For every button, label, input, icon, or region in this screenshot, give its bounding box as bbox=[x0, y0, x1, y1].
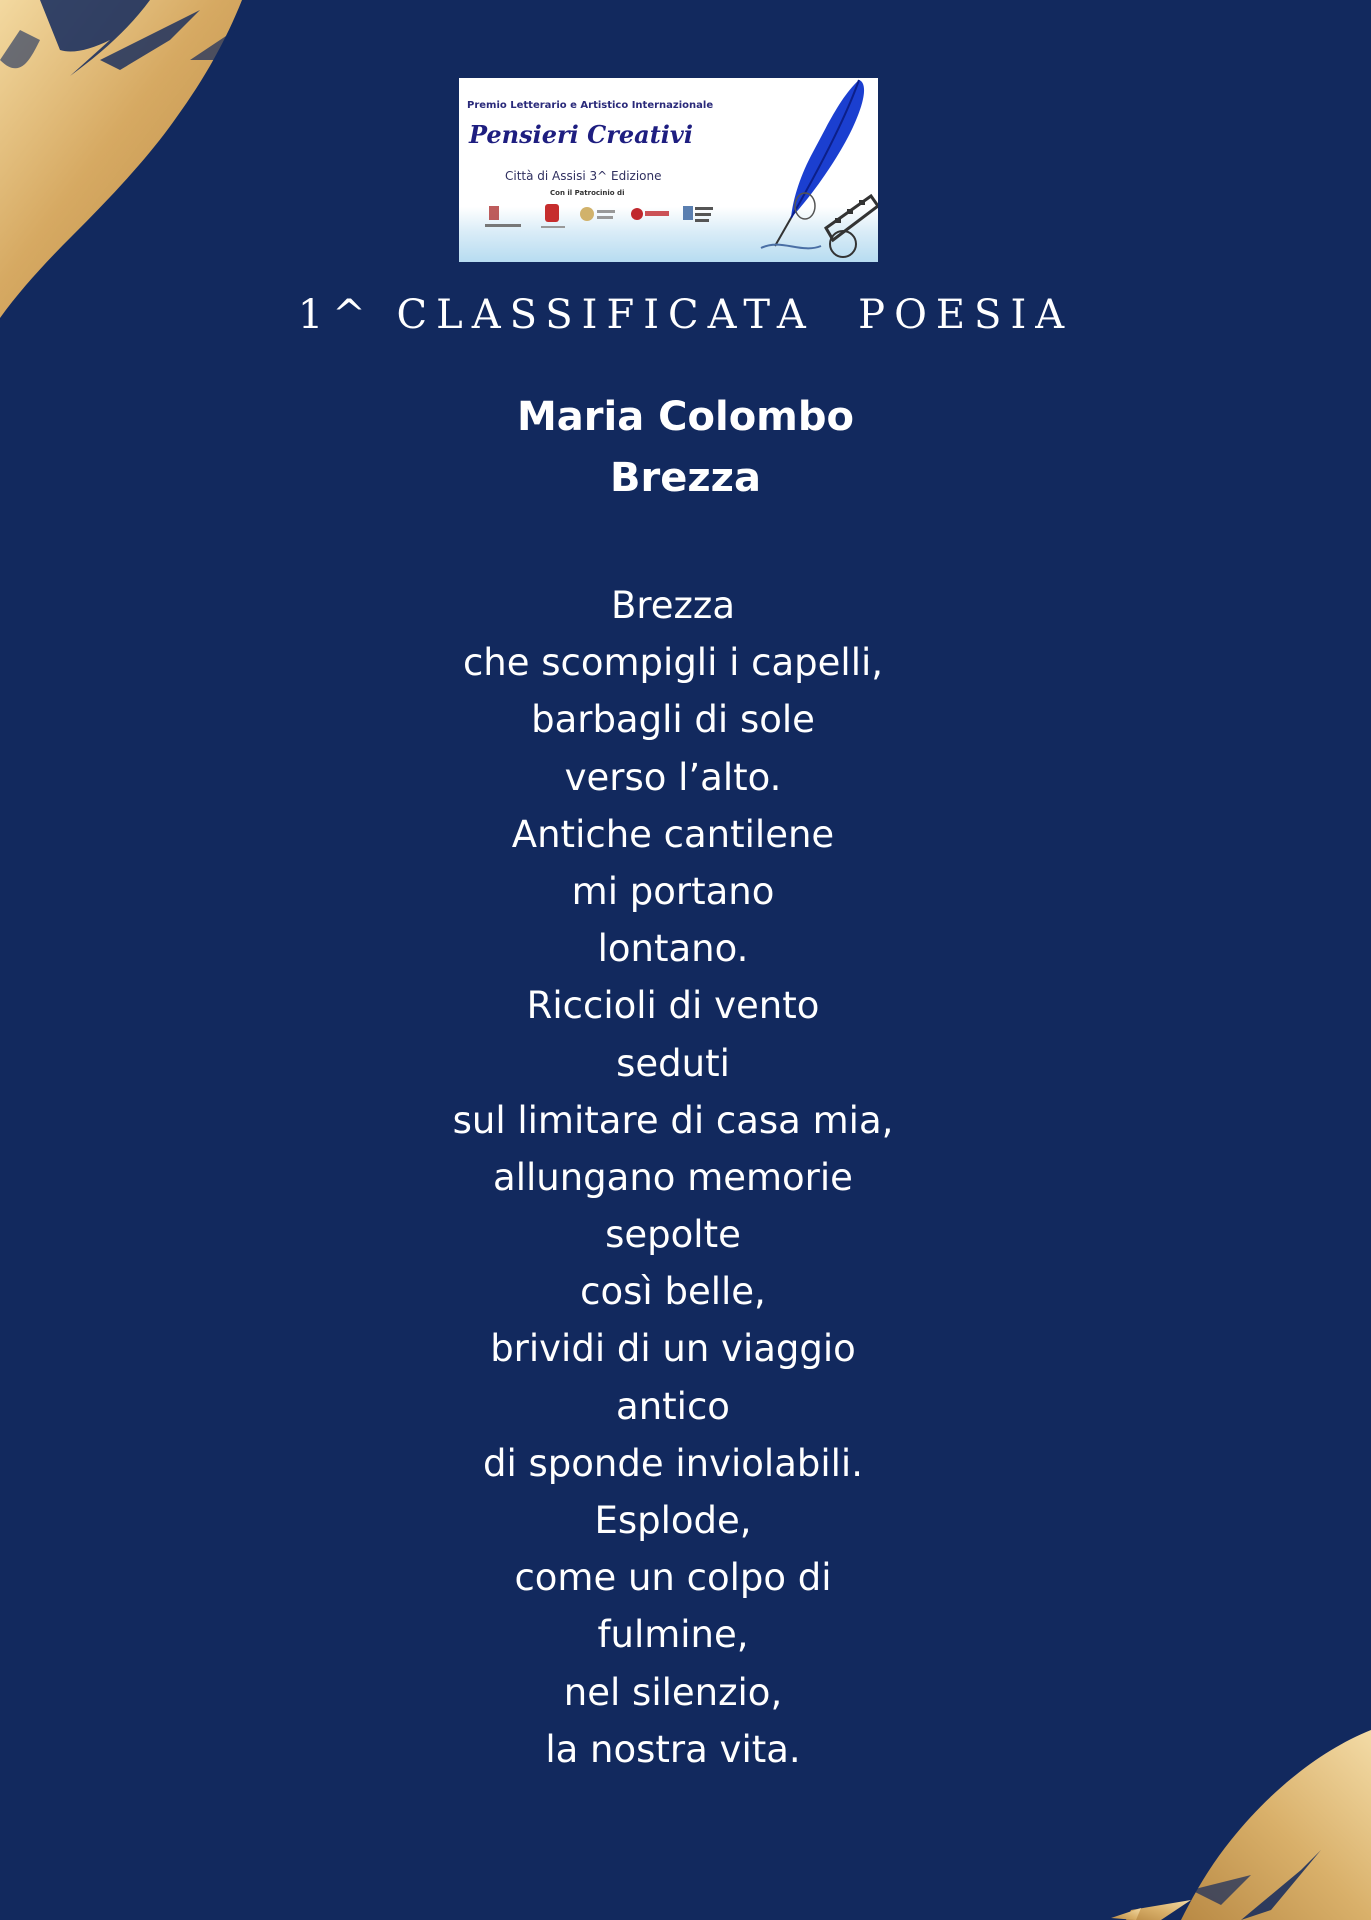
poem-line: mi portano bbox=[571, 869, 775, 913]
poem-line: sul limitare di casa mia, bbox=[452, 1098, 894, 1142]
logo-edition: Città di Assisi 3^ Edizione bbox=[505, 169, 662, 183]
sponsor-logos bbox=[485, 204, 715, 240]
poem-line: come un colpo di bbox=[514, 1556, 832, 1600]
poem-line: lontano. bbox=[597, 927, 749, 971]
poem-line: nel silenzio, bbox=[563, 1670, 783, 1714]
poem-line: la nostra vita. bbox=[545, 1727, 801, 1771]
poem-line: Esplode, bbox=[594, 1499, 752, 1542]
gold-brush-decoration-top-left bbox=[0, 0, 260, 330]
poem-line: sepolte bbox=[605, 1213, 741, 1257]
poem-line: Brezza bbox=[610, 584, 736, 627]
poem-title: Brezza bbox=[610, 455, 761, 501]
poem-line: verso l’alto. bbox=[564, 755, 782, 799]
poem-line: così belle, bbox=[580, 1270, 766, 1314]
poem-line: barbagli di sole bbox=[531, 698, 815, 742]
poem-line: brividi di un viaggio bbox=[490, 1327, 856, 1371]
poem-line: che scompigli i capelli, bbox=[462, 641, 884, 685]
logo-award-line: Premio Letterario e Artistico Internazionale bbox=[467, 100, 714, 111]
poem-line: Riccioli di vento bbox=[526, 984, 820, 1028]
poem-line: fulmine, bbox=[597, 1613, 749, 1657]
logo-contest-name: Pensieri Creativi bbox=[469, 120, 693, 149]
quill-and-film-icon bbox=[731, 78, 878, 262]
award-heading: 1^ CLASSIFICATA POESIA bbox=[297, 292, 1074, 338]
contest-logo bbox=[459, 78, 878, 262]
poem-line: seduti bbox=[616, 1041, 730, 1085]
poem-line: Antiche cantilene bbox=[511, 812, 835, 856]
poem-body bbox=[0, 577, 1346, 1778]
poem-line: di sponde inviolabili. bbox=[483, 1441, 863, 1485]
poem-line: antico bbox=[616, 1384, 730, 1428]
poem-line: allungano memorie bbox=[493, 1155, 853, 1199]
author-name: Maria Colombo bbox=[517, 394, 854, 440]
logo-patronage: Con il Patrocinio di bbox=[550, 189, 625, 197]
